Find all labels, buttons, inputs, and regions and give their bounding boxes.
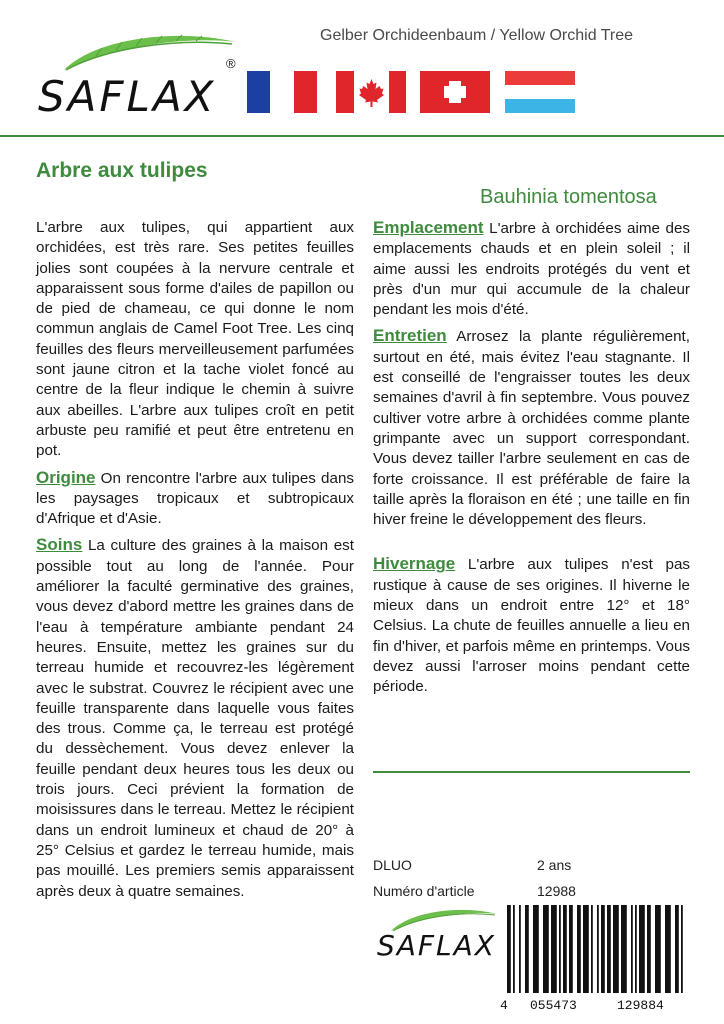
right-column [373,218,690,698]
barcode-bar [533,905,539,993]
barcode-bar [583,905,589,993]
emplacement-heading: Emplacement [373,218,484,237]
flag-canada-icon [336,71,406,113]
barcode-bar [597,905,599,993]
emplacement-text: L'arbre à orchidées aime des emplacements chauds et en plein soleil ; il aime aussi les endroits protégés du vent et près d'un mur qui accumule de la chaleur pendant les mois d'été. [373,220,690,319]
barcode-group-2: 129884 [617,998,664,1013]
soins-text: La culture des graines à la maison est possible tout au long de l'année. Pour améliorer la faculté germinative des graines, vous devez d'abord mettre les graines dans de l'eau à température ambiante pendant 24 heures. Ensuite, mettez les graines sur du terreau humide et recouvrez-les légèrement avec le substrat. Couvrez le récipient avec une feuille transparente dans laquelle vous faites des trous. Comme ça, le terreau est protégé du dessèchement. Vous devez enlever la feuille pendant deux heures tous les deux ou trois jours. Ceci prévient la formation de moisissures dans le terreau. Mettez le récipient dans un endroit lumineux et chaud de 20° à 25° Celsius et gardez le terreau humide, mais pas mouillé. Les premiers semis apparaissent après deux à quatre semaines. [36,537,354,900]
origine-section [36,468,354,530]
barcode-bar [635,905,637,993]
barcode-bar [543,905,549,993]
barcode-bar [631,905,633,993]
latin-name: Bauhinia tomentosa [480,186,657,208]
origine-text: On rencontre l'arbre aux tulipes dans les paysages tropicaux et subtropicaux d'Afrique et d'Asie. [36,469,354,528]
entretien-text: Arrosez la plante régulièrement, surtout en été, mais évitez l'eau stagnante. Il est conseillé de l'engraisser toutes les deux semaines d'avril à fin septembre. Vous pouvez cultiver votre arbre à orchidées comme plante grimpante avec un support correspondant. Vous devez tailler l'arbre seulement en cas de forte croissance. Il est préférable de faire la taille après la floraison en été ; une taille en fin hiver freine le développement des fleurs. [373,328,690,529]
barcode-bar [525,905,529,993]
barcode-bar [519,905,521,993]
barcode-bar [507,905,511,993]
dluo-value: 2 ans [537,857,572,873]
registered-mark: ® [226,56,236,71]
barcode-bar [613,905,619,993]
barcode-bar [559,905,561,993]
entretien-heading: Entretien [373,326,447,346]
barcode-bar [513,905,515,993]
leaf-swoosh-icon [36,28,246,78]
hivernage-heading: Hivernage [373,554,456,574]
product-title: Gelber Orchideenbaum / Yellow Orchid Tree [320,27,634,44]
origine-heading: Origine [36,467,96,487]
article-value: 12988 [537,883,576,899]
hivernage-section [373,554,690,697]
flag-luxembourg-icon [505,71,575,113]
emplacement-section [373,218,690,320]
flag-france-icon [247,71,317,113]
page-title: Arbre aux tulipes [36,159,208,182]
barcode-bar [647,905,651,993]
barcode-bar [563,905,567,993]
barcode-bar [639,905,645,993]
dluo-label: DLUO [373,857,412,873]
barcode-bar [681,905,683,993]
barcode-bar [675,905,679,993]
barcode-bar [607,905,611,993]
barcode-bar [569,905,573,993]
saflax-logo [36,28,246,123]
saflax-logo-small [373,905,503,975]
barcode-bar [577,905,581,993]
intro-paragraph: L'arbre aux tulipes, qui appartient aux orchidées, est très rare. Ses petites feuilles jolies sont coupées à la nervure centrale et apparaissent sous forme d'ailes de papillon ou de pied de chameau, ce qui donne le nom commun anglais de Camel Foot Tree. Les cinq feuilles des fleurs merveilleusement parfumées sont jaune citron et la tache violet foncé au centre de la fleur indique le chemin à suivre aux abeilles. L'arbre aux tulipes croît en petit arbuste peu ramifié et peut être entretenu en pot. [36,219,354,460]
header-divider [0,135,724,137]
barcode-bar [601,905,605,993]
barcode-bar [665,905,671,993]
soins-section [36,535,354,901]
right-divider [373,771,690,773]
soins-heading: Soins [36,535,83,555]
brand-name-small: SAFLAX [377,929,496,962]
barcode-bar [621,905,627,993]
hivernage-text: L'arbre aux tulipes n'est pas rustique à cause de ses origines. Il hiverne le mieux dans un endroit entre 12° et 18° Celsius. La chute de feuilles annuelle a lieu en fin d'hiver, et parfois même en printemps. Vous devez aussi l'arroser moins pendant cette période. [373,556,690,696]
barcode [507,905,689,997]
barcode-bar [655,905,661,993]
article-label: Numéro d'article [373,883,475,899]
barcode-lead-digit: 4 [500,998,508,1013]
entretien-section [373,326,690,530]
brand-name: SAFLAX [38,72,217,121]
barcode-group-1: 055473 [530,998,577,1013]
flag-switzerland-icon [420,71,490,113]
barcode-bar [551,905,557,993]
barcode-bar [591,905,593,993]
left-column [36,218,354,902]
